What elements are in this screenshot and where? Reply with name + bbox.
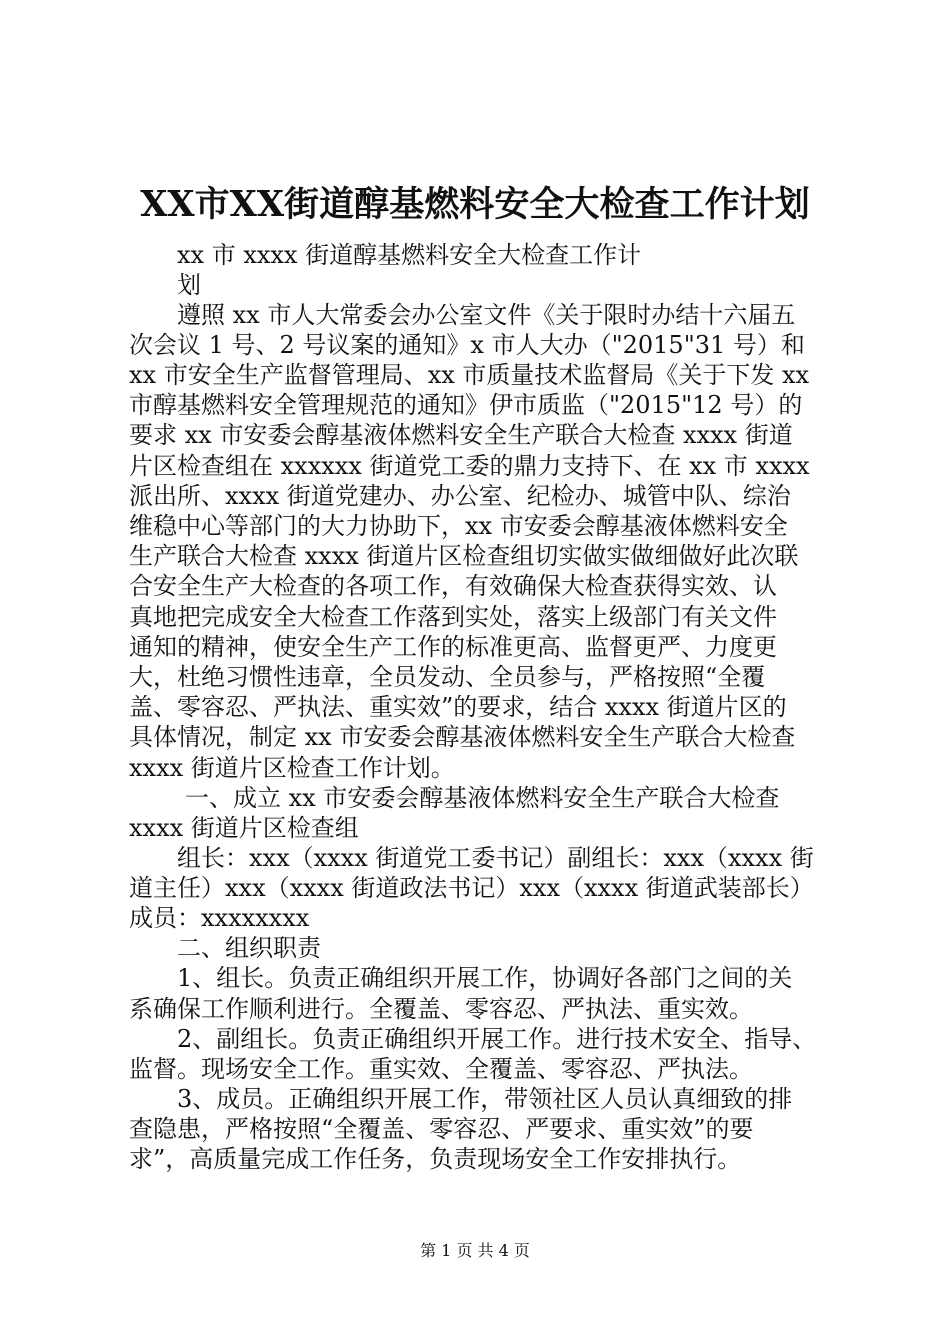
body-line: 3、成员。正确组织开展工作，带领社区人员认真细致的排 [177, 1085, 793, 1113]
body-line: 成员：xxxxxxxx [129, 904, 310, 932]
body-line: 查隐患，严格按照“全覆盖、零容忍、严要求、重实效”的要 [129, 1115, 754, 1143]
body-line: 遵照 xx 市人大常委会办公室文件《关于限时办结十六届五 [177, 301, 796, 329]
body-line: 通知的精神，使安全生产工作的标准更高、监督更严、力度更 [129, 633, 777, 661]
body-line: 真地把完成安全大检查工作落到实处，落实上级部门有关文件 [129, 603, 777, 631]
body-line: 道主任）xxx（xxxx 街道政法书记）xxx（xxxx 街道武装部长） [129, 874, 814, 902]
body-line: 盖、零容忍、严执法、重实效”的要求，结合 xxxx 街道片区的 [129, 693, 787, 721]
body-line: 组长：xxx（xxxx 街道党工委书记）副组长：xxx（xxxx 街 [177, 844, 814, 872]
body-line: 市醇基燃料安全管理规范的通知》伊市质监（"2015"12 号）的 [129, 391, 803, 419]
body-line: 维稳中心等部门的大力协助下，xx 市安委会醇基液体燃料安全 [129, 512, 788, 540]
body-line: xx 市 xxxx 街道醇基燃料安全大检查工作计 [177, 241, 642, 269]
body-line: xxxx 街道片区检查组 [129, 814, 359, 842]
body-line: 1、组长。负责正确组织开展工作，协调好各部门之间的关 [177, 964, 793, 992]
body-line: 系确保工作顺利进行。全覆盖、零容忍、严执法、重实效。 [129, 995, 753, 1023]
page-number: 第 1 页 共 4 页 [420, 1241, 530, 1260]
body-line: 具体情况，制定 xx 市安委会醇基液体燃料安全生产联合大检查 [129, 723, 796, 751]
body-line: 2、副组长。负责正确组织开展工作。进行技术安全、指导、 [177, 1025, 817, 1053]
body-line: 要求 xx 市安委会醇基液体燃料安全生产联合大检查 xxxx 街道 [129, 421, 793, 449]
document-title: XX市XX街道醇基燃料安全大检查工作计划 [140, 184, 810, 225]
body-line: 求”，高质量完成工作任务，负责现场安全工作安排执行。 [129, 1145, 742, 1173]
body-line: 生产联合大检查 xxxx 街道片区检查组切实做实做细做好此次联 [129, 542, 799, 570]
body-line: 派出所、xxxx 街道党建办、办公室、纪检办、城管中队、综治 [129, 482, 791, 510]
body-line: 合安全生产大检查的各项工作，有效确保大检查获得实效、认 [129, 572, 777, 600]
body-line: 片区检查组在 xxxxxx 街道党工委的鼎力支持下、在 xx 市 xxxx [129, 452, 810, 480]
body-line: 次会议 1 号、2 号议案的通知》x 市人大办（"2015"31 号）和 [129, 331, 805, 359]
body-line: xx 市安全生产监督管理局、xx 市质量技术监督局《关于下发 xx [129, 361, 810, 389]
section-heading: 一、成立 xx 市安委会醇基液体燃料安全生产联合大检查 [185, 784, 780, 812]
body-line: xxxx 街道片区检查工作计划。 [129, 754, 455, 782]
body-line: 划 [177, 271, 201, 299]
body-line: 监督。现场安全工作。重实效、全覆盖、零容忍、严执法。 [129, 1055, 753, 1083]
section-heading: 二、组织职责 [177, 934, 321, 962]
body-line: 大，杜绝习惯性违章，全员发动、全员参与，严格按照“全覆 [129, 663, 766, 691]
